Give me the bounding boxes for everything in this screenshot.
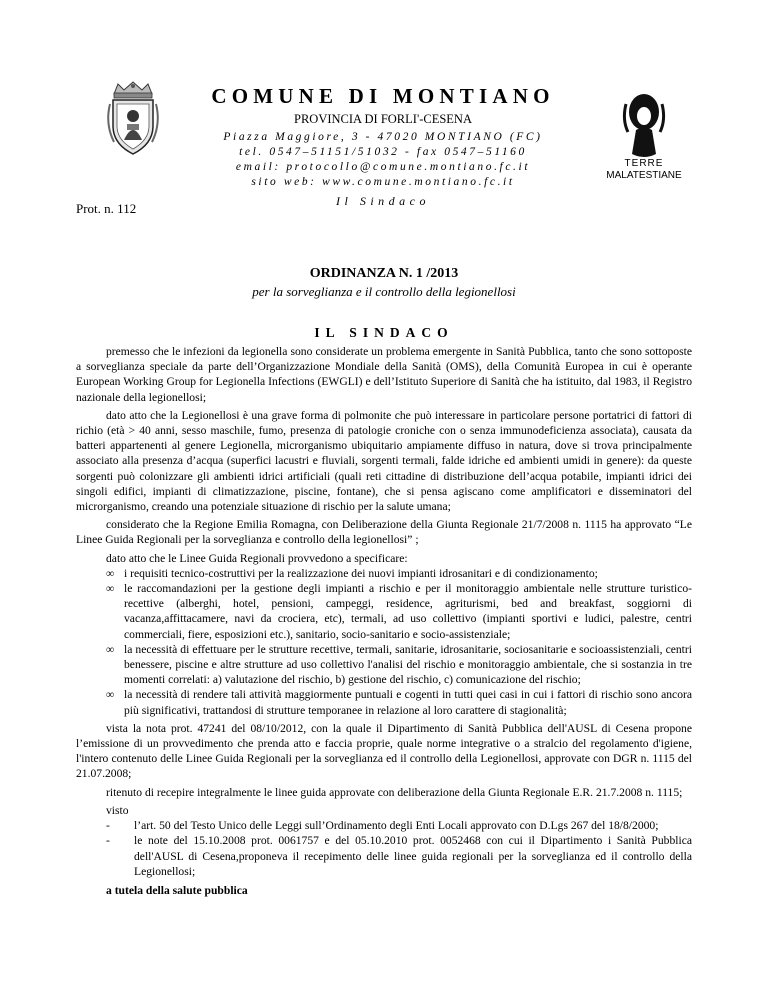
protocol-number: Prot. n. 112	[76, 201, 137, 216]
paragraph-ritenuto: ritenuto di recepire integralmente le linee guida approvate con deliberazione della Giunta Regionale E.R. 21.7.2008 n. 1115;	[106, 785, 683, 799]
bullet-marker: ∞	[106, 566, 115, 580]
paragraph-linee-guida-intro: dato atto che le Linee Guida Regionali provvedono a specificare:	[106, 551, 408, 565]
section-heading: IL SINDACO	[314, 325, 454, 340]
phone-line: tel. 0547–51151/51032 - fax 0547–51160	[239, 146, 527, 158]
ordinance-title: ORDINANZA N. 1 /2013	[309, 266, 459, 281]
guidelines-list	[76, 566, 692, 718]
email-line: email: protocollo@comune.montiano.fc.it	[235, 161, 531, 173]
terre-malatestiane-logo	[596, 90, 692, 190]
list-item: ∞ i requisiti tecnico-costruttivi per la realizzazione dei nuovi impianti idrosanitari e di condizionamento;	[106, 566, 598, 580]
list-item: ∞ le raccomandazioni per la gestione degli impianti a rischio e per il monitoraggio ambientale nelle strutture turistico-recettive (alberghi, hotel, pensioni, campeggi, residence, agriturismi, bed and breakfast, soggiorni di vacanza,affittacamere, navi da crociera, etc), termali, ad uso collettivo (impianti sportivi e ludici, palestre, centri commerciali, fiere, esposizioni etc.), sanitario, socio-sanitario e socio-assistenziale;	[106, 582, 692, 641]
province-name: PROVINCIA DI FORLI'-CESENA	[294, 112, 472, 126]
paragraph-visto-intro: visto	[106, 803, 129, 817]
bullet-marker: ∞	[106, 688, 115, 702]
list-item: - l’art. 50 del Testo Unico delle Leggi sull’Ordinamento degli Enti Locali approvato con D.Lgs 267 del 18/8/2000;	[106, 819, 659, 833]
list-item: ∞ la necessità di effettuare per le strutture recettive, termali, sanitarie, idrosanitarie, sociosanitarie e socioassistenziali, centri benessere, piscine e altre strutture ad uso collettivo l'analisi del rischio e monitoraggio ambientale, che si sostanzia in tre momenti correlati: a) valutazione del rischio, b) gestione del rischio, c) comunicazione del rischio;	[106, 642, 692, 687]
closing-line: a tutela della salute pubblica	[106, 883, 248, 897]
list-item: - le note del 15.10.2008 prot. 0061757 e del 05.10.2010 prot. 0052468 con cui il Dipartimento i Sanità Pubblica dell'AUSL di Cesena,proponeva il recepimento delle linee guida regionali per la sorveglianza ed il controllo della Legionellosi;	[106, 834, 692, 878]
bullet-marker: ∞	[106, 582, 115, 596]
dash-marker: -	[106, 819, 110, 833]
references-list	[76, 818, 692, 879]
coat-of-arms-logo	[104, 80, 162, 158]
paragraph-dato-atto: dato atto che la Legionellosi è una grave forma di polmonite che può interessare in particolare persone portatrici di fattori di richio (età > 40 anni, sesso maschile, fumo, presenza di patologie croniche con o senza immunodeficienza associata), causata da batteri appartenenti al genere Legionella, microrganismo ubiquitario ampiamente diffuso in natura, dove si trova principalmente associato alla presenza d’acqua (superfici lacustri e fluviali, sorgenti termali, falde idriche ed ambienti umidi in genere): da queste sorgenti può colonizzare gli ambienti idrici artificiali (quali reti cittadine di distribuzione dell’acqua potabile, impianti idrici dei singoli edifici, impianti di climatizzazione, piscine, fontane), che si pensa agiscano come amplificatori e disseminatori del microrganismo, creando una potenziale situazione di rischio per la salute umana;	[76, 408, 692, 514]
dash-marker: -	[106, 834, 110, 848]
signatory-heading: Il Sindaco	[336, 194, 430, 208]
logo-text-line2: MALATESTIANE	[606, 170, 682, 181]
bullet-marker: ∞	[106, 642, 115, 656]
paragraph-premesso: premesso che le infezioni da legionella sono considerate un problema emergente in Sanità Pubblica, tanto che sono sottoposte a sorveglianza speciale da parte dell’Organizzazione Mondiale della Sanità (OMS), della Comunità Europea in cui è operante European Working Group for Legionella Infections (EWGLI) e dell’Istituto Superiore di Sanità che ha istituito, dal 1983, il Registro nazionale della legionellosi;	[76, 345, 692, 404]
municipality-name: COMUNE DI MONTIANO	[211, 84, 555, 108]
list-item: ∞ la necessità di rendere tali attività maggiormente puntuali e cogenti in tutti quei casi in cui i fattori di rischio sono ancora più significativi, trattandosi di strutture temporanee in relazione al loro carattere di stagionalità;	[106, 688, 692, 717]
ordinance-subtitle: per la sorveglianza e il controllo della legionellosi	[252, 284, 516, 299]
paragraph-considerato: considerato che la Regione Emilia Romagna, con Deliberazione della Giunta Regionale 21/7/2008 n. 1115 ha approvato “Le Linee Guida Regionali per la sorveglianza e controllo della legionellosi” ;	[76, 518, 692, 547]
logo-text-line1: TERRE	[624, 158, 664, 169]
paragraph-vista-nota: vista la nota prot. 47241 del 08/10/2012, con la quale il Dipartimento di Sanità Pubblica dell'AUSL di Cesena propone l’emissione di un provvedimento che prenda atto e faccia proprie, quale norme integrative o a stralcio del regolamento d'igiene, l'intero contenuto delle Linee Guida Regionali per la sorveglianza ed il controllo della Legionellosi, approvate con DGR n. 1115 del 21.07.2008;	[76, 721, 692, 781]
document-body	[76, 344, 692, 901]
address-line: Piazza Maggiore, 3 - 47020 MONTIANO (FC)	[223, 131, 543, 143]
website-line: sito web: www.comune.montiano.fc.it	[251, 176, 515, 188]
